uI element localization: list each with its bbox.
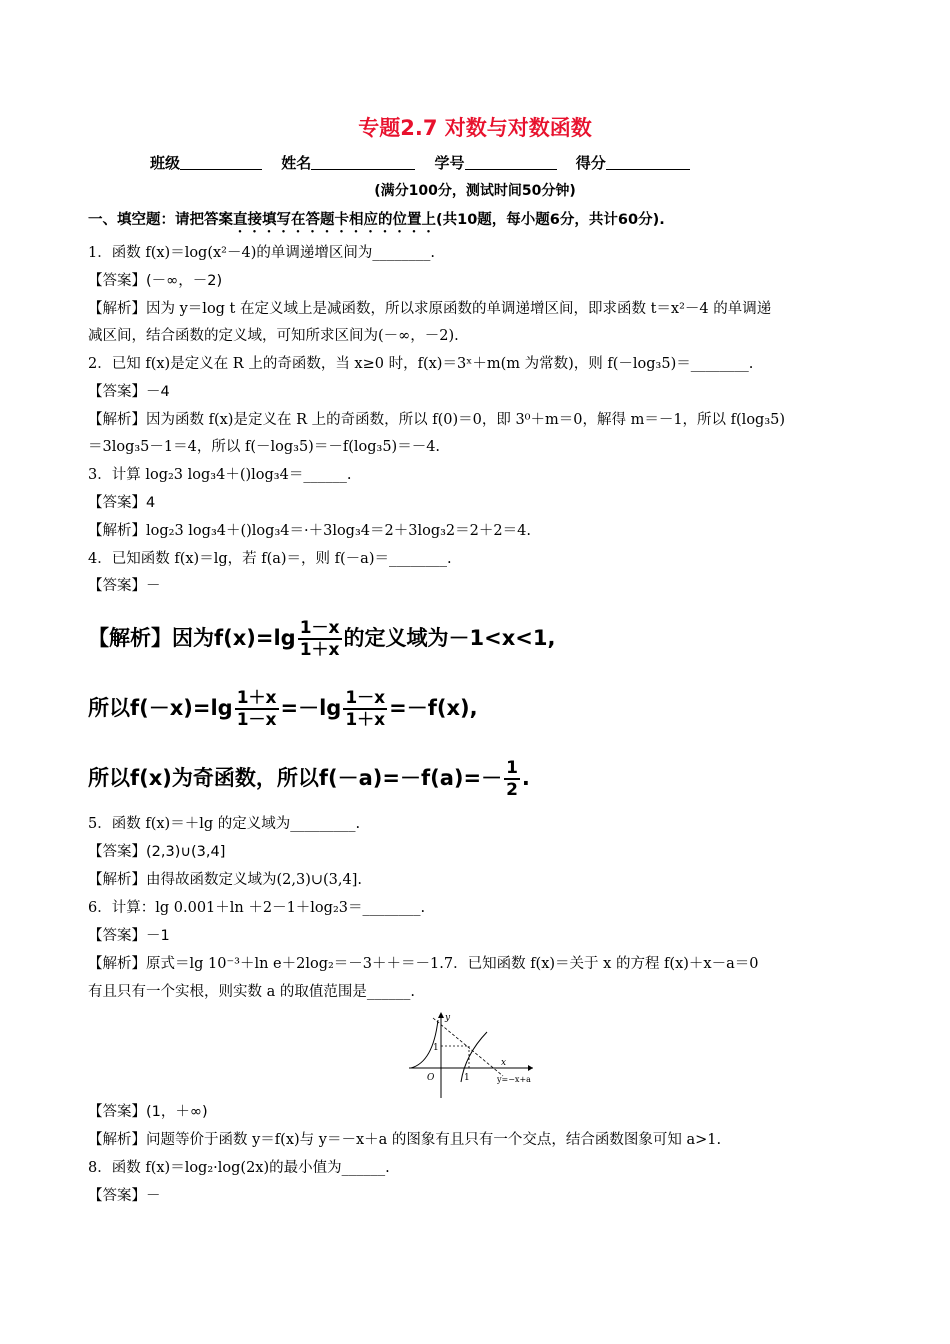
class-label: 班级 xyxy=(150,154,181,172)
q2-analysis-2: ＝3log₃5－1＝4，所以 f(－log₃5)＝－f(log₃5)＝－4. xyxy=(88,439,441,455)
q7-text-2: 有且只有一个实根，则实数 a 的取值范围是______. xyxy=(88,984,415,1000)
class-field xyxy=(150,152,262,173)
q4-sol-r2-suffix: =－f(x), xyxy=(389,696,478,720)
q4-sol-r2-den1: 1－x xyxy=(236,710,277,730)
student-id-blank xyxy=(465,155,557,170)
q4-sol-r2-num2: 1－x xyxy=(345,688,386,708)
q4-sol-r1-num: 1－x xyxy=(299,618,340,638)
q4-sol-r1-f: f(x)=lg xyxy=(214,626,296,650)
q8-answer: 【答案】－ xyxy=(88,1188,161,1204)
q1-analysis-2: 减区间，结合函数的定义域，可知所求区间为(－∞，－2). xyxy=(88,328,459,344)
student-info-row xyxy=(150,152,790,173)
section-prefix: 一、填空题：请把答案 xyxy=(88,212,233,228)
score-label: 得分 xyxy=(575,154,606,172)
q5-answer: 【答案】(2,3)∪(3,4] xyxy=(88,844,226,860)
class-blank xyxy=(180,155,262,170)
exam-subtitle: (满分100分，测试时间50分钟) xyxy=(374,183,576,199)
q4-text: 4．已知函数 f(x)＝lg，若 f(a)＝，则 f(－a)＝________. xyxy=(88,551,452,567)
q5-analysis: 【解析】由得故函数定义域为(2,3)∪(3,4]. xyxy=(88,872,363,888)
x-one-label: 1 xyxy=(464,1073,470,1083)
q3-analysis: 【解析】log₂3 log₃4＋()log₃4＝·＋3log₃4＝2＋3log₃2＝2＋2＝4. xyxy=(88,523,531,539)
q4-sol-r1-fraction xyxy=(298,618,342,660)
q2-analysis-1: 【解析】因为函数 f(x)是定义在 R 上的奇函数，所以 f(0)＝0，即 3⁰＋m＝0，解得 m＝－1，所以 f(log₃5) xyxy=(88,412,786,428)
name-label: 姓名 xyxy=(281,154,312,172)
q4-sol-r1-suffix: 的定义域为－1<x<1, xyxy=(343,626,556,650)
q1-answer: 【答案】(－∞，－2) xyxy=(88,273,223,289)
q4-sol-r2-fraction-1 xyxy=(235,688,279,730)
q6-answer: 【答案】－1 xyxy=(88,928,170,944)
q2-answer: 【答案】－4 xyxy=(88,384,170,400)
y-axis-arrow xyxy=(438,1012,444,1018)
q4-sol-r2-den2: 1＋x xyxy=(345,710,386,730)
q4-sol-r2-prefix: 所以f(－x)=lg xyxy=(88,696,233,720)
section-suffix: (共10题，每小题6分，共计60分). xyxy=(436,212,665,228)
y-axis-label: y xyxy=(445,1013,451,1023)
q1-text: 1．函数 f(x)＝log(x²－4)的单调递增区间为________. xyxy=(88,245,435,261)
q4-sol-r3-den: 2 xyxy=(506,780,518,800)
x-axis-arrow xyxy=(528,1065,533,1071)
origin-label: O xyxy=(427,1073,435,1083)
q6-text: 6．计算：lg 0.001＋ln ＋2－1＋log₂3＝________. xyxy=(88,900,426,916)
section-heading xyxy=(88,208,888,236)
q4-sol-r3-prefix: 所以f(x)为奇函数，所以f(－a)=－f(a)=－ xyxy=(88,766,503,790)
q2-text: 2．已知 f(x)是定义在 R 上的奇函数，当 x≥0 时，f(x)＝3ˣ＋m(m 为常数)，则 f(－log₃5)＝________. xyxy=(88,356,754,372)
line-label: y=−x+a xyxy=(497,1075,531,1084)
score-blank xyxy=(606,155,690,170)
q4-answer: 【答案】－ xyxy=(88,578,161,594)
x-axis-label: x xyxy=(501,1058,507,1068)
q4-sol-r3-fraction xyxy=(504,758,520,800)
q4-sol-r3-suffix: . xyxy=(521,766,530,790)
q4-sol-r1-den: 1＋x xyxy=(299,640,340,660)
q4-solution-row-2 xyxy=(88,688,478,730)
student-id-field xyxy=(435,152,557,173)
q4-sol-r2-fraction-2 xyxy=(343,688,387,730)
q4-sol-r1-prefix: 【解析】因为 xyxy=(88,626,214,650)
q4-solution-row-1 xyxy=(88,618,555,660)
q7-analysis: 【解析】问题等价于函数 y＝f(x)与 y＝－x＋a 的图象有且只有一个交点，结合函数图象可知 a>1. xyxy=(88,1132,722,1148)
y-one-label: 1 xyxy=(433,1043,439,1053)
page-title: 专题2.7 对数与对数函数 xyxy=(358,116,592,140)
q8-text: 8．函数 f(x)＝log₂·log(2x)的最小值为______. xyxy=(88,1160,390,1176)
q7-answer: 【答案】(1，＋∞) xyxy=(88,1104,208,1120)
q5-text: 5．函数 f(x)＝＋lg 的定义域为_________. xyxy=(88,816,361,832)
section-emphasis: 直接填写在答题卡相应的位置上 xyxy=(233,212,436,228)
q4-sol-r2-mid: =－lg xyxy=(280,696,342,720)
q3-answer: 【答案】4 xyxy=(88,495,156,511)
name-field xyxy=(281,152,415,173)
q6-analysis-q7-text: 【解析】原式＝lg 10⁻³＋ln e＋2log₂＝－3＋＋＝－1.7．已知函数 f(x)＝关于 x 的方程 f(x)＋x－a＝0 xyxy=(88,956,759,972)
q1-analysis-1: 【解析】因为 y＝log t 在定义域上是减函数，所以求原函数的单调递增区间，即求函数 t＝x²－4 的单调递 xyxy=(88,301,772,317)
q3-text: 3．计算 log₂3 log₃4＋()log₃4＝______. xyxy=(88,467,352,483)
q4-sol-r3-num: 1 xyxy=(506,758,518,778)
q7-function-graph xyxy=(405,1010,565,1100)
q4-solution-row-3 xyxy=(88,758,530,800)
line-y-minus-x-plus-a xyxy=(433,1018,503,1076)
name-blank xyxy=(311,155,415,170)
score-field xyxy=(576,152,690,173)
q4-sol-r2-num1: 1＋x xyxy=(236,688,277,708)
student-id-label: 学号 xyxy=(434,154,465,172)
